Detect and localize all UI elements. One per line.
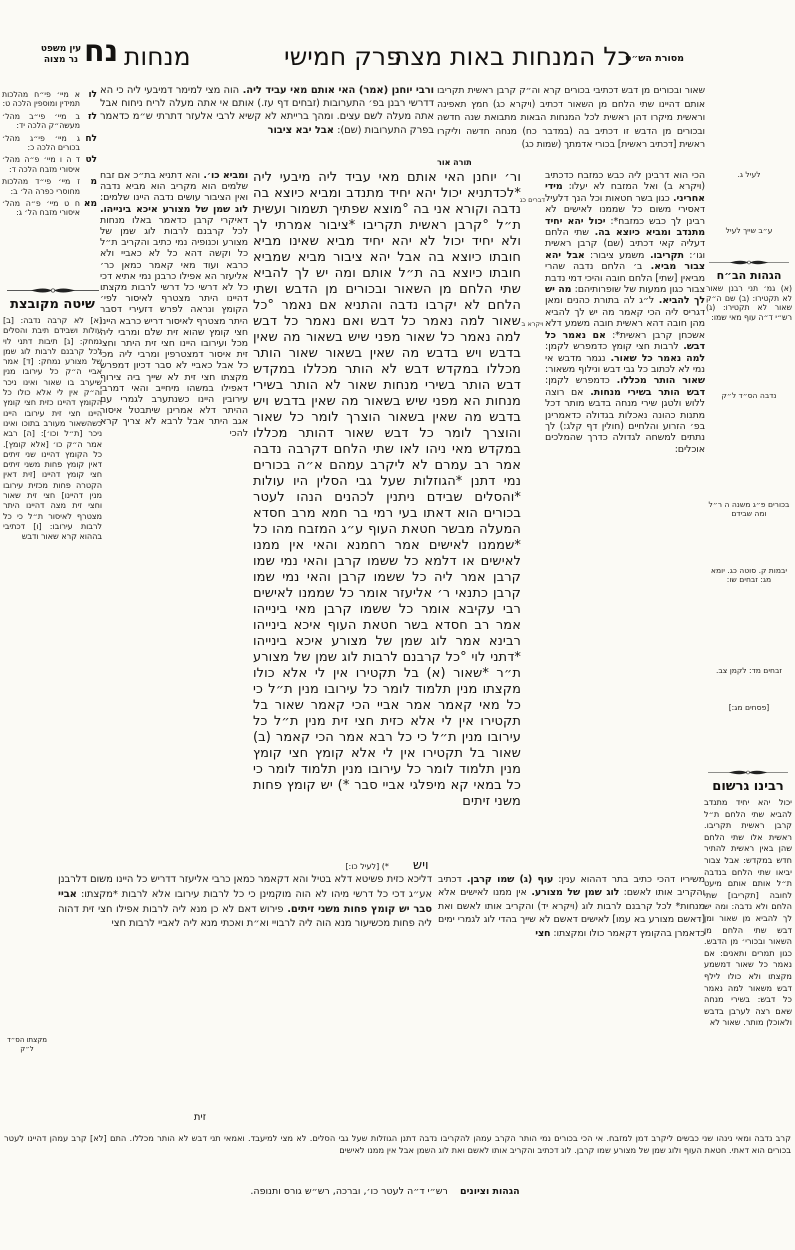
torah-or-ref: דברים כג: [519, 196, 546, 204]
commentary-text: כדמפרש לקמן:: [545, 375, 610, 387]
ein-mishpat-entry-number: מ: [90, 177, 97, 188]
ein-mishpat-entry-ref: ד ה ו מיי׳ פ״ה מהל׳ איסורי מזבח הלכה ד:: [2, 155, 80, 174]
ein-mishpat-entry-number: לו: [88, 90, 97, 100]
margin-note: נדבה הס״ד ל״ק: [721, 391, 777, 400]
ein-mishpat-entry-number: לח: [85, 133, 97, 144]
commentary-text: ור׳ יוחנן האי אותם מאי עביד ליה מיבעי ליה *לכדתניא יכול יהא יחיד מתנדב ומביא כיוצא בה נדבה וקורא אני בה °מוצא שפתיך תשמור ועשית ת״ל °קרבן ראשית תקריבו *ציבור אמרתי לך ולא יחיד יכול לא יהא יחיד מביא שאינו מביא חובתו כיוצא בה אבל יהא ציבור מביא שמביא חובתו כיוצא בה ת״ל אותם ומה יש לך להביא שתי הלחם מן השאור ובכורים מן הדבש ושתי הלחם לא יקרבו נדבה והתניא אם נאמר °כל שאור למה נאמר כל דבש ואם נאמר כל דבש למה נאמר כל שאור מפני שיש בשאור מה שאין בדבש ויש בדבש מה שאין בשאור שאור הותר מכללו במקדש דבש לא הותר מכללו במקדש דבש הותר בשירי מנחות שאור לא הותר בשירי מנחות הא מפני שיש בשאור מה שאין בדבש ויש בדבש מה שאין בשאור הוצרך לומר כל שאור והוצרך לומר כל דבש שאור דהותר מכללו במקדש מאי ניהו לאו שתי הלחם דקרבה נדבה אמר רב עמרם לא ליקרב עמהם א״ה בכורים נמי דתנן *הגוזלות שעל גבי הסלין היו עולות *והסלים שבידם ניתנין לכהנים הנהו לעטר בכורים הוא דאתו בעי רמי בר חמא מרב חסדא המעלה מבשר חטאת העוף ע״ג המזבח מהו כל *שממנו לאישים אמר רחמנא והאי אין ממנו לאישים או דלמא כל ששמו קרבן והאי נמי שמו קרבן אמר ליה כל ששמו קרבן והאי נמי שמו קרבן כתנאי ר׳ אליעזר אומר כל שממנו לאישים רבי עקיבא אומר כל ששמו קרבן מאי בינייהו אמר רב חסדא בשר חטאת העוף איכא בינייהו רבינא אמר לוג שמן של מצורע איכא בינייהו *דתני לוי °כל קרבנם לרבות לוג שמן של מצורע ת״ר *שאור (א) בל תקטירו אין לי אלא כולו מקצתו מנין תלמוד לומר כל עירובו מנין ת״ל כי כל מאי קאמר אמר אביי הכי קאמר שאור בל תקטירו אין לי אלא כזית חצי זית מנין ת״ל כל עירובו מנין ת״ל כי כל רבא אמר הכי קאמר (ב) שאור בל תקטירו אין לי אלא קומץ חצי קומץ מנין תלמוד לומר כל עירובו מנין תלמוד לומר כי כל במאי קא מיפלגי אביי סבר *) יש קומץ פחות משני זיתים: [253, 170, 521, 809]
tosafot-widow-word: זית: [193, 1112, 207, 1123]
commentary-text: דאיקרי קרבן כדאמר באלו מנחות לכל קרבנם לרבות לוג שמן של מצורע וכנופיה נמי כתיב והקריב ת״ל כל וקשה דהא כל לא כאביי ולא כרבא ועוד מאי קאמר כמאן כר׳ אליעזר הא אפילו כרבנן נמי אתיא דכי כל לא דרשי כל דרשי לרבות מקצתו דהיינו היתר מצטרף לאיסור לפי׳ הקומץ ונראה לפרש דזעירי דסבר היתר מצטרף לאיסור דריש כרבא היינו חצי קומץ שהוא זית שלם ומרבי ליה מכל ועירובו היינו חצי זית היתר וחצי זית איסור דמצטרפין ומרבי ליה מכי כל אבל כאביי לא סבר דכיון דמפרש מקצתו חצי זית לא שייך ביה צירוף דאפילו במשהו מיחייב והאי דמרבי עירובין היינו כשנתערב לגמרי עם ההיתר דלא אמרינן שיתבטל איסור אגב היתר אבל לרבא לא צריך קרא להכי: [100, 214, 248, 439]
ein-mishpat-entry: [2, 90, 97, 109]
catchword-bold: למה נאמר כל שאור.: [605, 352, 705, 364]
masoret-hashas-label: מסורת הש״ס: [625, 53, 685, 64]
bach-text: (א) גמ׳ תני רבנן שאור לא תקטירו: (ב) שם ה״ק שאור לא תקטירו: (ג) רש״י ד״ה עוף מאי שמו:: [706, 284, 792, 322]
ein-mishpat-entry-ref: ז מיי׳ פי״ד מהלכות מחוסרי כפרה הל׳ ב:: [2, 177, 80, 196]
bach-section: [706, 258, 792, 322]
ornament-divider: [708, 768, 788, 777]
margin-note: יבמות ק. סוטה כג. יומא מג: זבחים שו:: [710, 566, 788, 584]
catchword-bold: אבל יהא צבור מביא.: [545, 249, 705, 273]
ein-mishpat-entry-number: מא: [83, 199, 97, 210]
ornament-divider: [7, 286, 99, 295]
gemara-last-line: [253, 858, 521, 873]
catchword-bold: עוף (ג) שמו קרבן.: [461, 874, 554, 885]
gemara-footnote: *) [לעיל כו:]: [345, 862, 389, 871]
margin-note-bottom-left: מקצתו הס״ד ל״ק: [6, 1036, 48, 1053]
commentary-text: כגון בשר חטאות וכל הנך דלעיל דאסירי משום כל שממנו לאישים לא רבינן לך כבש כמזבח*:: [545, 192, 705, 227]
commentary-text: שתי הלחם דעליה קאי דכתיב (שם) קרבן ראשית וגו׳:: [545, 227, 705, 261]
rabbeinu-gershom-bottom: קרב נדבה ומאי נינהו שני כבשים ליקרב דמן למזבח. אי הכי בכורים נמי הותר הקרב עמהן להקריבו נדבה דתנן הגוזלות שעל גבי הסלים. לא מצי למיעבד. ואמאי תני דבש לא הותר מכללו. התם [לא] קרב עמהן דהיינו לעטר בכורים הוא דאתי. חטאת העוף ולוג שמן של מצורע שמו קרבן. לוג דכתיב והקריב אותו לאשם ואת לוג השמן אבל אין ממנו לאישים: [4, 1133, 791, 1155]
margin-note: ע״ב שייך לעיל: [725, 226, 773, 235]
catchword-bold: אביי סבר יש קומץ פחות משני זיתים.: [58, 888, 432, 915]
catchword-bold: מידי אחריני.: [545, 181, 705, 204]
commentary-text: משיריו דהכי כתיב בתר דההוא ענין:: [553, 874, 705, 885]
ein-mishpat-list: [2, 90, 97, 221]
ein-mishpat-entry: [2, 177, 97, 196]
shita-mekubetzet-title: שיטה מקובצת: [10, 297, 95, 312]
catchword-bold: תקריבו.: [644, 249, 684, 261]
header-masechet: מנחות: [124, 42, 191, 71]
catchword-bold: ומביא כו׳.: [200, 170, 248, 181]
commentary-text: אם רוצה ללוש ולטגן שירי מנחה בדבש מותר דכל מתנות כהונה נאכלות בגדולה כדאמרינן בפ׳ הזרוע והלחיים (חולין דף קלג:) לך נתתים למשחה לגדולה כדרך שהמלכים אוכלים:: [545, 386, 705, 455]
commentary-text: הכי הוא דרבינן ליה כבש כמזבח כדכתיב (ויקרא ב) ואל המזבח לא יעלו:: [545, 170, 705, 193]
ein-mishpat-entry-ref: ג מיי׳ פי״ג מהל׳ בכורים הלכה כ:: [2, 133, 80, 153]
margin-note: בכורים פ״ג משנה ה ר״ל ומה שבידם: [708, 500, 790, 518]
rabbeinu-gershom-title: רבינו גרשום: [712, 779, 784, 794]
torah-or-label: תורה אור: [437, 158, 472, 167]
margin-note: זבחים מד: לקמן צב.: [715, 666, 783, 675]
ein-mishpat-corner-label: [34, 44, 88, 66]
catchword-bold: אם נאמר כל דבש.: [545, 329, 705, 353]
ein-mishpat-corner-line1: עין משפט: [40, 44, 82, 54]
ein-mishpat-entry-number: לט: [85, 155, 97, 166]
commentary-text: משמע ציבור:: [584, 249, 645, 261]
rabbeinu-gershom-text: יכול יהא יחיד מתנדב להביא שתי הלחם ת״ל קרבן ראשית תקריבו. ראשית אלו שתי הלחם שהן באין ראשית להתיר חדש במקדש: אבל צבור יביאו שתי הלחם בנדבה ת״ל אותם אותם מיעט לחובה [תקריבו] שתי הלחם ולא נדבה: ומה יש לך להביא מן שאור ומן דבש שתי הלחם מן השאור ובכורי׳ מן הדבש. כגון תמרים ותאנים: אם נאמר כל שאור דמשמע מקצתו ולא כולו לילף דבש משאור למה נאמר כל דבש: בשירי מנחה שאם רצה לערבן בדבש ולאוכלן מותר. שאור לא: [704, 797, 792, 1028]
ein-mishpat-entry: [2, 155, 97, 174]
tosafot-bottom-block: [58, 873, 432, 1109]
gemara-catchword: ויש: [412, 858, 429, 873]
catchword-bold: חצי: [535, 927, 551, 939]
commentary-text: הוה מצי למימר דמיבעי ליה כי הא דדרשי רבנן בפ׳ התערובות (זבחים דף עז.) אותם אי אתה מעלה לריח ניחוח אבל אתה מעלה לשם עצים. ומהך ברייתא לא קשיא לרבי אלעזר דתרתי ש״מ כדאמר בפרק התערובות (שם):: [100, 85, 434, 136]
header-perek: פרק חמישי: [284, 42, 402, 71]
rashi-top-block: [437, 84, 705, 156]
ein-mishpat-entry-ref: ב מיי׳ פי״ב מהל׳ מעשה״ק הלכה יד:: [2, 111, 80, 131]
ein-mishpat-corner-line2: נר מצוה: [43, 55, 79, 65]
ein-mishpat-entry: [2, 112, 97, 131]
rashi-column: [545, 170, 705, 870]
daf-number: נח: [84, 34, 119, 69]
ein-mishpat-entry-number: לז: [87, 111, 97, 122]
margin-note: [פסחים מג:]: [728, 703, 770, 712]
catchword-bold: לוג שמן של מצורע.: [526, 887, 620, 899]
margin-note: לעיל ג.: [737, 170, 761, 179]
commentary-text: דכתיב והקריב אותו לאשם:: [438, 874, 705, 899]
catchword-bold: שאור הותר מכללו.: [609, 375, 705, 387]
ein-mishpat-entry: [2, 199, 97, 218]
catchword-bold: אבל יבא ציבור: [267, 124, 334, 136]
commentary-text: לרבות חצי קומץ כדמפרש לקמן:: [545, 341, 679, 353]
commentary-text: שאור ובכורים מן דבש דכתיבי בכורים קרא וה״ק קרבן ראשית תקריבו אותם דהיינו שתי הלחם מן השאור דכתיב (ויקרא כג) חמץ תאפינה וראשית מיקרו דהן ראשית לכל המנחות הבאות מתבואת שנה חדשה ובכורים מן הדבש זו דכתיב בה (במדבר כח) מנחה חדשה וליקרו ראשית [דכתיב ראשית] בכורי אדמתך (שמות כג): [437, 85, 705, 150]
ein-mishpat-entry-ref: א מיי׳ פי״ח מהלכות תמידין ומוספין הלכה ט:: [2, 90, 80, 109]
torah-or-ref: ויקרא ב: [521, 320, 544, 328]
bach-title: הגהות הב״ח: [716, 269, 782, 282]
commentary-text: נגמר מדבש אי נמי לא לכתוב כל גבי דבש ונילוף משאור:: [545, 352, 705, 375]
footer-hagahot-title: הגהות וציונים: [460, 1186, 520, 1197]
catchword-bold: לוג שמן של מצורע איכא בינייהו.: [100, 203, 248, 215]
tosafot-column: [100, 170, 248, 872]
catchword-bold: מה יש לך להביא.: [545, 284, 705, 307]
footer-hagahot-vetziyunim: [150, 1186, 620, 1197]
catchword-bold: ורבי יוחנן (אמר) האי אותם מאי עביד ליה.: [239, 85, 434, 96]
commentary-text: פירוש דאם לא כן מנא ליה לרבות אפילו חצי זית דהוה ליה פחות מכשיעור מנא הוה ליה לרבויי וא״ת ואכתי מנא ליה לאביי לרבות חצי: [58, 903, 432, 930]
rabbeinu-gershom-section: [704, 768, 792, 1115]
commentary-text: דליכא כזית פשיטא דלא בטיל והא דקאמר כמאן כרבי אליעזר דדריש כל היינו משום דלרבנן אע״ג דכי כל דרשי מיהו לא הוה מוקמינן כי כל לרבות עירובו אלא לרבות *מקצתו:: [58, 874, 432, 900]
ein-mishpat-entry: [2, 134, 97, 153]
ein-mishpat-entry-ref: ח ט מיי׳ פ״ה מהל׳ איסורי מזבח הל׳ ג:: [2, 199, 80, 218]
gemara-column: [253, 170, 521, 858]
commentary-text: אין ממנו לאישים אלא מנחות* לכל קרבנם לרבות לוג (ויקרא יד) והקריב אותו לאשם ואת [דאשם מצורע בא עמו] לאישים דאשם לא שייך בהדי לוג לגמרי ימים כדאמרן בהקומץ דקאמר כולו ומקצתו:: [438, 887, 705, 939]
rashi-bottom-block: [438, 873, 705, 1123]
catchword-bold: יכול יהא יחיד מתנדב ומביא כיוצא בה.: [545, 215, 705, 239]
footer-hagahot-text: רש״י ד״ה לעטר כו׳, וברכה, רש״ש גורס ותנופה.: [250, 1186, 448, 1197]
commentary-text: והא דתניא בת״כ אם זבח שלמים הוא מקריב הוא מביא נדבה ואין הציבור עושים נדבה היינו שלמים:: [100, 170, 248, 204]
commentary-text: ל״ג לה בתורת כהנים ומאן דגריס ליה הכי קאמר מה יש לך להביא מהן חובה דהא ראשית חובה משמע דלא אשכחן קרבן ראשית*:: [545, 295, 705, 341]
ornament-divider: [709, 258, 789, 267]
commentary-text: [א] לא קרבה נדבה: [ב] עולות ושבידם תיבת והסלים נמחק: [ג] תיבות דתני לוי לכל קרבנם לרבות לוג שמן של מצורע נמחק: [ד] אמר אביי ה״ק כל עירובו מנין שיערב בו שאור ואינו ניכר וה״ק אין לי אלא כולו כל הקומץ דהיינו כזית חצי קומץ היינו חצי זית עירובו היינו כשהשאור מעורב בתוכו ואינו ניכר [ת״ל וכו׳]: [ה] רבא אמר ה״ק כו׳ [אלא קומץ]. כל הקומץ דהיינו שני זיתים דאין קומץ פחות משני זיתים חצי קומץ דהיינו [זית דאין הקטרה פחות מכזית עירובו מנין דהיינו] חצי זית שאור וחצי זית מצה דהיינו היתר מצטרף לאיסור ת״ל כי כל לרבות עירובו: [ו] דכתיבי בההוא קרא שאור ודבש: [3, 315, 102, 542]
tosafot-top-block: [100, 84, 434, 167]
header-chapter-title: כל המנחות באות מצה: [394, 42, 631, 71]
commentary-text: ב׳ הלחם נדבה שהרי מביאין [שתי] הלחם חובה והיכי דמי נדבת צבור כגון ממעות של שופרותיהם:: [545, 261, 705, 296]
catchword-bold: דבש הותר בשירי מנחות.: [583, 386, 705, 398]
